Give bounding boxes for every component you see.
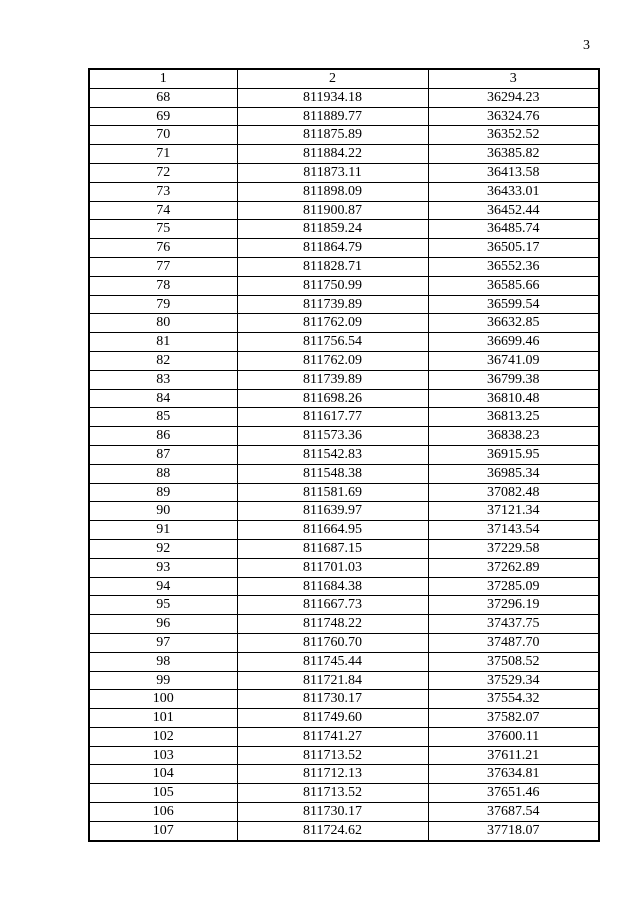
y-coordinate-cell: 36813.25 — [428, 408, 599, 427]
table-row — [89, 727, 599, 746]
x-coordinate-cell: 811748.22 — [237, 615, 428, 634]
x-coordinate-cell: 811617.77 — [237, 408, 428, 427]
y-coordinate-cell: 36385.82 — [428, 145, 599, 164]
table-row — [89, 408, 599, 427]
point-number-cell: 80 — [89, 314, 237, 333]
x-coordinate-cell: 811864.79 — [237, 239, 428, 258]
x-coordinate-cell: 811664.95 — [237, 521, 428, 540]
x-coordinate-cell: 811667.73 — [237, 596, 428, 615]
y-coordinate-cell: 37687.54 — [428, 803, 599, 822]
table-row — [89, 765, 599, 784]
point-number-cell: 71 — [89, 145, 237, 164]
point-number-cell: 103 — [89, 746, 237, 765]
x-coordinate-cell: 811934.18 — [237, 88, 428, 107]
y-coordinate-cell: 36741.09 — [428, 351, 599, 370]
table-row — [89, 539, 599, 558]
y-coordinate-cell: 37508.52 — [428, 652, 599, 671]
table-row — [89, 333, 599, 352]
point-number-cell: 72 — [89, 163, 237, 182]
y-coordinate-cell: 37582.07 — [428, 709, 599, 728]
point-number-cell: 73 — [89, 182, 237, 201]
point-number-cell: 91 — [89, 521, 237, 540]
point-number-cell: 97 — [89, 633, 237, 652]
y-coordinate-cell: 36799.38 — [428, 370, 599, 389]
column-header-3: 3 — [428, 69, 599, 88]
x-coordinate-cell: 811724.62 — [237, 821, 428, 840]
y-coordinate-cell: 36632.85 — [428, 314, 599, 333]
point-number-cell: 78 — [89, 276, 237, 295]
y-coordinate-cell: 36838.23 — [428, 427, 599, 446]
table-row — [89, 652, 599, 671]
y-coordinate-cell: 37121.34 — [428, 502, 599, 521]
x-coordinate-cell: 811701.03 — [237, 558, 428, 577]
point-number-cell: 79 — [89, 295, 237, 314]
y-coordinate-cell: 36552.36 — [428, 257, 599, 276]
x-coordinate-cell: 811739.89 — [237, 295, 428, 314]
point-number-cell: 107 — [89, 821, 237, 840]
point-number-cell: 70 — [89, 126, 237, 145]
table-row — [89, 464, 599, 483]
y-coordinate-cell: 37651.46 — [428, 784, 599, 803]
point-number-cell: 83 — [89, 370, 237, 389]
x-coordinate-cell: 811756.54 — [237, 333, 428, 352]
point-number-cell: 101 — [89, 709, 237, 728]
y-coordinate-cell: 36485.74 — [428, 220, 599, 239]
y-coordinate-cell: 37082.48 — [428, 483, 599, 502]
y-coordinate-cell: 36915.95 — [428, 445, 599, 464]
x-coordinate-cell: 811828.71 — [237, 257, 428, 276]
y-coordinate-cell: 36699.46 — [428, 333, 599, 352]
table-row — [89, 351, 599, 370]
point-number-cell: 86 — [89, 427, 237, 446]
x-coordinate-cell: 811873.11 — [237, 163, 428, 182]
table-body — [89, 69, 599, 841]
y-coordinate-cell: 37718.07 — [428, 821, 599, 840]
table-row — [89, 145, 599, 164]
table-row — [89, 88, 599, 107]
table-row — [89, 709, 599, 728]
point-number-cell: 96 — [89, 615, 237, 634]
x-coordinate-cell: 811898.09 — [237, 182, 428, 201]
page-number: 3 — [583, 38, 590, 53]
table-row — [89, 690, 599, 709]
x-coordinate-cell: 811889.77 — [237, 107, 428, 126]
y-coordinate-cell: 37554.32 — [428, 690, 599, 709]
y-coordinate-cell: 37285.09 — [428, 577, 599, 596]
y-coordinate-cell: 36324.76 — [428, 107, 599, 126]
x-coordinate-cell: 811875.89 — [237, 126, 428, 145]
y-coordinate-cell: 37143.54 — [428, 521, 599, 540]
x-coordinate-cell: 811859.24 — [237, 220, 428, 239]
table-row — [89, 821, 599, 840]
y-coordinate-cell: 36413.58 — [428, 163, 599, 182]
table-row — [89, 107, 599, 126]
point-number-cell: 84 — [89, 389, 237, 408]
table-row — [89, 163, 599, 182]
table-row — [89, 445, 599, 464]
table-row — [89, 803, 599, 822]
x-coordinate-cell: 811730.17 — [237, 803, 428, 822]
y-coordinate-cell: 36294.23 — [428, 88, 599, 107]
point-number-cell: 98 — [89, 652, 237, 671]
y-coordinate-cell: 36505.17 — [428, 239, 599, 258]
table-row — [89, 389, 599, 408]
point-number-cell: 95 — [89, 596, 237, 615]
point-number-cell: 99 — [89, 671, 237, 690]
y-coordinate-cell: 36452.44 — [428, 201, 599, 220]
x-coordinate-cell: 811573.36 — [237, 427, 428, 446]
table-row — [89, 596, 599, 615]
y-coordinate-cell: 36985.34 — [428, 464, 599, 483]
x-coordinate-cell: 811639.97 — [237, 502, 428, 521]
point-number-cell: 82 — [89, 351, 237, 370]
column-header-2: 2 — [237, 69, 428, 88]
x-coordinate-cell: 811713.52 — [237, 746, 428, 765]
table-row — [89, 257, 599, 276]
table-row — [89, 633, 599, 652]
y-coordinate-cell: 36810.48 — [428, 389, 599, 408]
point-number-cell: 100 — [89, 690, 237, 709]
point-number-cell: 106 — [89, 803, 237, 822]
x-coordinate-cell: 811548.38 — [237, 464, 428, 483]
point-number-cell: 76 — [89, 239, 237, 258]
table-row — [89, 126, 599, 145]
table-row — [89, 201, 599, 220]
column-header-1: 1 — [89, 69, 237, 88]
table-row — [89, 558, 599, 577]
point-number-cell: 75 — [89, 220, 237, 239]
x-coordinate-cell: 811730.17 — [237, 690, 428, 709]
x-coordinate-cell: 811713.52 — [237, 784, 428, 803]
point-number-cell: 81 — [89, 333, 237, 352]
table-row — [89, 615, 599, 634]
point-number-cell: 68 — [89, 88, 237, 107]
x-coordinate-cell: 811687.15 — [237, 539, 428, 558]
table-row — [89, 427, 599, 446]
y-coordinate-cell: 36599.54 — [428, 295, 599, 314]
point-number-cell: 90 — [89, 502, 237, 521]
table-row — [89, 483, 599, 502]
x-coordinate-cell: 811900.87 — [237, 201, 428, 220]
coordinates-table — [88, 68, 600, 842]
y-coordinate-cell: 37487.70 — [428, 633, 599, 652]
y-coordinate-cell: 36433.01 — [428, 182, 599, 201]
table-row — [89, 577, 599, 596]
point-number-cell: 94 — [89, 577, 237, 596]
point-number-cell: 77 — [89, 257, 237, 276]
point-number-cell: 69 — [89, 107, 237, 126]
x-coordinate-cell: 811581.69 — [237, 483, 428, 502]
table-row — [89, 239, 599, 258]
point-number-cell: 105 — [89, 784, 237, 803]
x-coordinate-cell: 811745.44 — [237, 652, 428, 671]
table-row — [89, 314, 599, 333]
x-coordinate-cell: 811762.09 — [237, 314, 428, 333]
x-coordinate-cell: 811884.22 — [237, 145, 428, 164]
point-number-cell: 92 — [89, 539, 237, 558]
y-coordinate-cell: 37529.34 — [428, 671, 599, 690]
table-header-row — [89, 69, 599, 88]
x-coordinate-cell: 811741.27 — [237, 727, 428, 746]
table-row — [89, 521, 599, 540]
x-coordinate-cell: 811762.09 — [237, 351, 428, 370]
table-row — [89, 182, 599, 201]
point-number-cell: 89 — [89, 483, 237, 502]
table-row — [89, 671, 599, 690]
x-coordinate-cell: 811739.89 — [237, 370, 428, 389]
y-coordinate-cell: 37634.81 — [428, 765, 599, 784]
point-number-cell: 87 — [89, 445, 237, 464]
point-number-cell: 93 — [89, 558, 237, 577]
y-coordinate-cell: 36352.52 — [428, 126, 599, 145]
table-row — [89, 370, 599, 389]
y-coordinate-cell: 36585.66 — [428, 276, 599, 295]
table-row — [89, 784, 599, 803]
point-number-cell: 102 — [89, 727, 237, 746]
point-number-cell: 104 — [89, 765, 237, 784]
table-row — [89, 276, 599, 295]
x-coordinate-cell: 811749.60 — [237, 709, 428, 728]
point-number-cell: 74 — [89, 201, 237, 220]
x-coordinate-cell: 811542.83 — [237, 445, 428, 464]
table-row — [89, 220, 599, 239]
x-coordinate-cell: 811760.70 — [237, 633, 428, 652]
y-coordinate-cell: 37600.11 — [428, 727, 599, 746]
table-row — [89, 295, 599, 314]
x-coordinate-cell: 811721.84 — [237, 671, 428, 690]
x-coordinate-cell: 811684.38 — [237, 577, 428, 596]
point-number-cell: 88 — [89, 464, 237, 483]
x-coordinate-cell: 811750.99 — [237, 276, 428, 295]
x-coordinate-cell: 811712.13 — [237, 765, 428, 784]
table-row — [89, 746, 599, 765]
y-coordinate-cell: 37296.19 — [428, 596, 599, 615]
table-row — [89, 502, 599, 521]
y-coordinate-cell: 37437.75 — [428, 615, 599, 634]
y-coordinate-cell: 37262.89 — [428, 558, 599, 577]
x-coordinate-cell: 811698.26 — [237, 389, 428, 408]
point-number-cell: 85 — [89, 408, 237, 427]
y-coordinate-cell: 37611.21 — [428, 746, 599, 765]
y-coordinate-cell: 37229.58 — [428, 539, 599, 558]
